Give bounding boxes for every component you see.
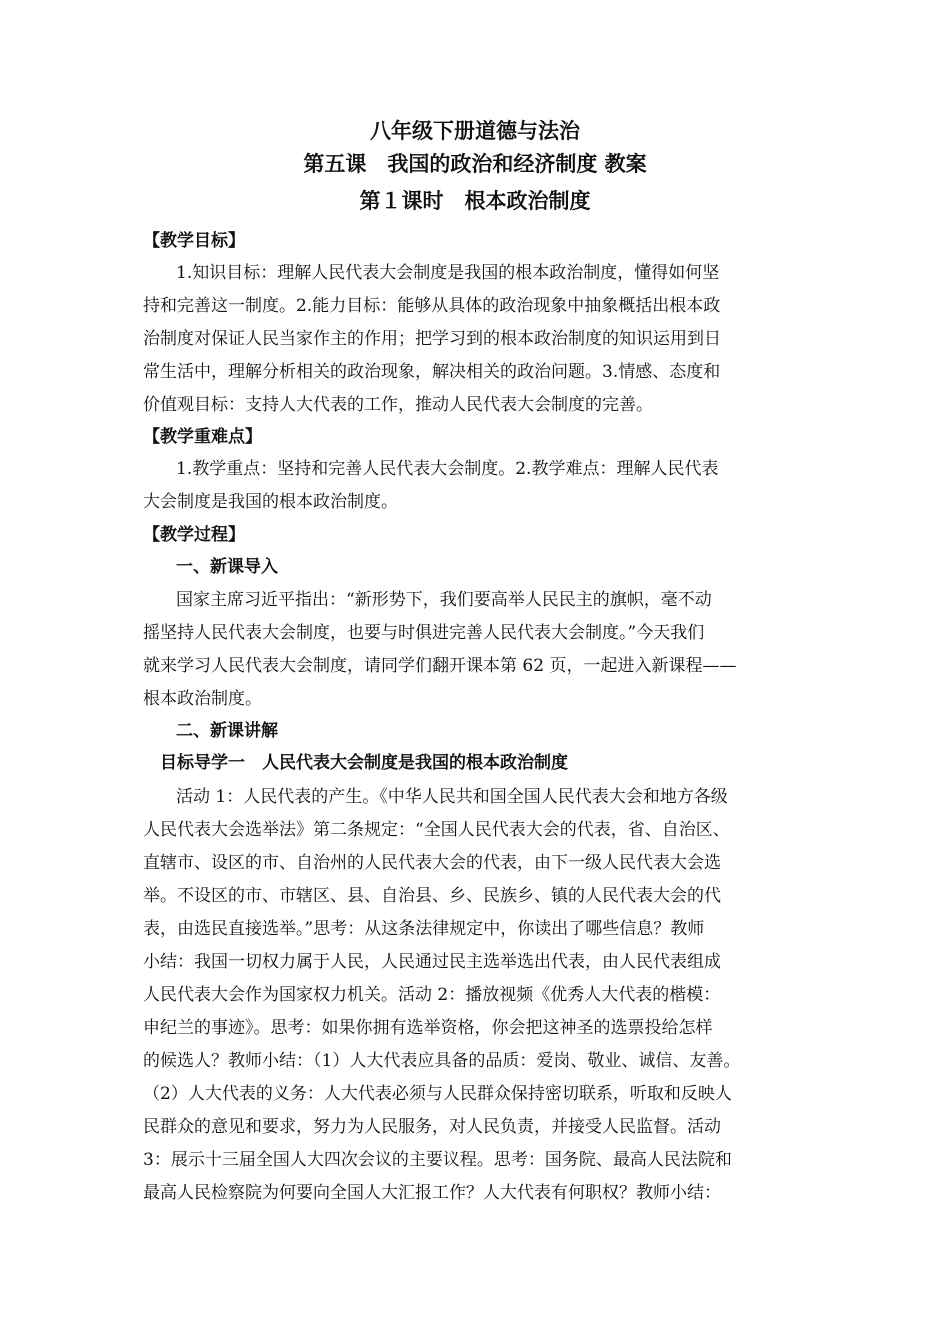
activity-line: 举。不设区的市、市辖区、县、自治县、乡、民族乡、镇的人民代表大会的代 <box>143 886 721 906</box>
objectives-line: 治制度对保证人民当家作主的作用；把学习到的根本政治制度的知识运用到日 <box>143 329 721 349</box>
intro-line: 摇坚持人民代表大会制度，也要与时俱进完善人民代表大会制度。”今天我们 <box>143 623 705 643</box>
activity-line: 人民代表大会作为国家权力机关。活动 2：播放视频《优秀人大代表的楷模： <box>143 985 721 1005</box>
activity-line: 的候选人？教师小结：（1）人大代表应具备的品质：爱岗、敬业、诚信、友善。 <box>143 1051 741 1071</box>
activity-line: 最高人民检察院为何要向全国人大汇报工作？人大代表有何职权？教师小结： <box>143 1183 721 1203</box>
keypoints-heading: 【教学重难点】 <box>143 427 262 447</box>
objectives-heading: 【教学目标】 <box>143 231 245 251</box>
explain-heading: 二、新课讲解 <box>176 721 278 741</box>
activity-line: 表，由选民直接选举。”思考：从这条法律规定中，你读出了哪些信息？教师 <box>143 919 705 939</box>
grade-title: 八年级下册道德与法治 <box>370 118 580 143</box>
goal-heading: 目标导学一 人民代表大会制度是我国的根本政治制度 <box>160 753 568 773</box>
objectives-line: 常生活中，理解分析相关的政治现象，解决相关的政治问题。3.情感、态度和 <box>143 362 721 382</box>
objectives-line: 1.知识目标：理解人民代表大会制度是我国的根本政治制度，懂得如何坚 <box>176 263 720 283</box>
activity-line: 直辖市、设区的市、自治州的人民代表大会的代表，由下一级人民代表大会选 <box>143 853 721 873</box>
period-title: 第１课时 根本政治制度 <box>359 188 591 213</box>
keypoints-line: 1.教学重点：坚持和完善人民代表大会制度。2.教学难点：理解人民代表 <box>176 459 719 479</box>
keypoints-line: 大会制度是我国的根本政治制度。 <box>143 492 398 512</box>
intro-line: 国家主席习近平指出：“新形势下，我们要高举人民民主的旗帜，毫不动 <box>176 590 712 610</box>
activity-line: 小结：我国一切权力属于人民，人民通过民主选举选出代表，由人民代表组成 <box>143 952 721 972</box>
intro-heading: 一、新课导入 <box>176 557 278 577</box>
activity-line: 3：展示十三届全国人大四次会议的主要议程。思考：国务院、最高人民法院和 <box>143 1150 732 1170</box>
activity-line: （2）人大代表的义务：人大代表必须与人民群众保持密切联系，听取和反映人 <box>143 1084 732 1104</box>
intro-line: 就来学习人民代表大会制度，请同学们翻开课本第 62 页，一起进入新课程—— <box>143 656 737 676</box>
activity-line: 民群众的意见和要求，努力为人民服务，对人民负责，并接受人民监督。活动 <box>143 1117 721 1137</box>
process-heading: 【教学过程】 <box>143 525 245 545</box>
lesson-title: 第五课 我国的政治和经济制度 教案 <box>303 151 647 176</box>
objectives-line: 价值观目标：支持人大代表的工作，推动人民代表大会制度的完善。 <box>143 395 653 415</box>
activity-line: 申纪兰的事迹》。思考：如果你拥有选举资格，你会把这神圣的选票投给怎样 <box>143 1018 713 1038</box>
objectives-line: 持和完善这一制度。2.能力目标：能够从具体的政治现象中抽象概括出根本政 <box>143 296 721 316</box>
activity-line: 活动 1：人民代表的产生。《中华人民共和国全国人民代表大会和地方各级 <box>176 787 728 807</box>
intro-line: 根本政治制度。 <box>143 689 262 709</box>
activity-line: 人民代表大会选举法》第二条规定：“全国人民代表大会的代表，省、自治区、 <box>143 820 730 840</box>
